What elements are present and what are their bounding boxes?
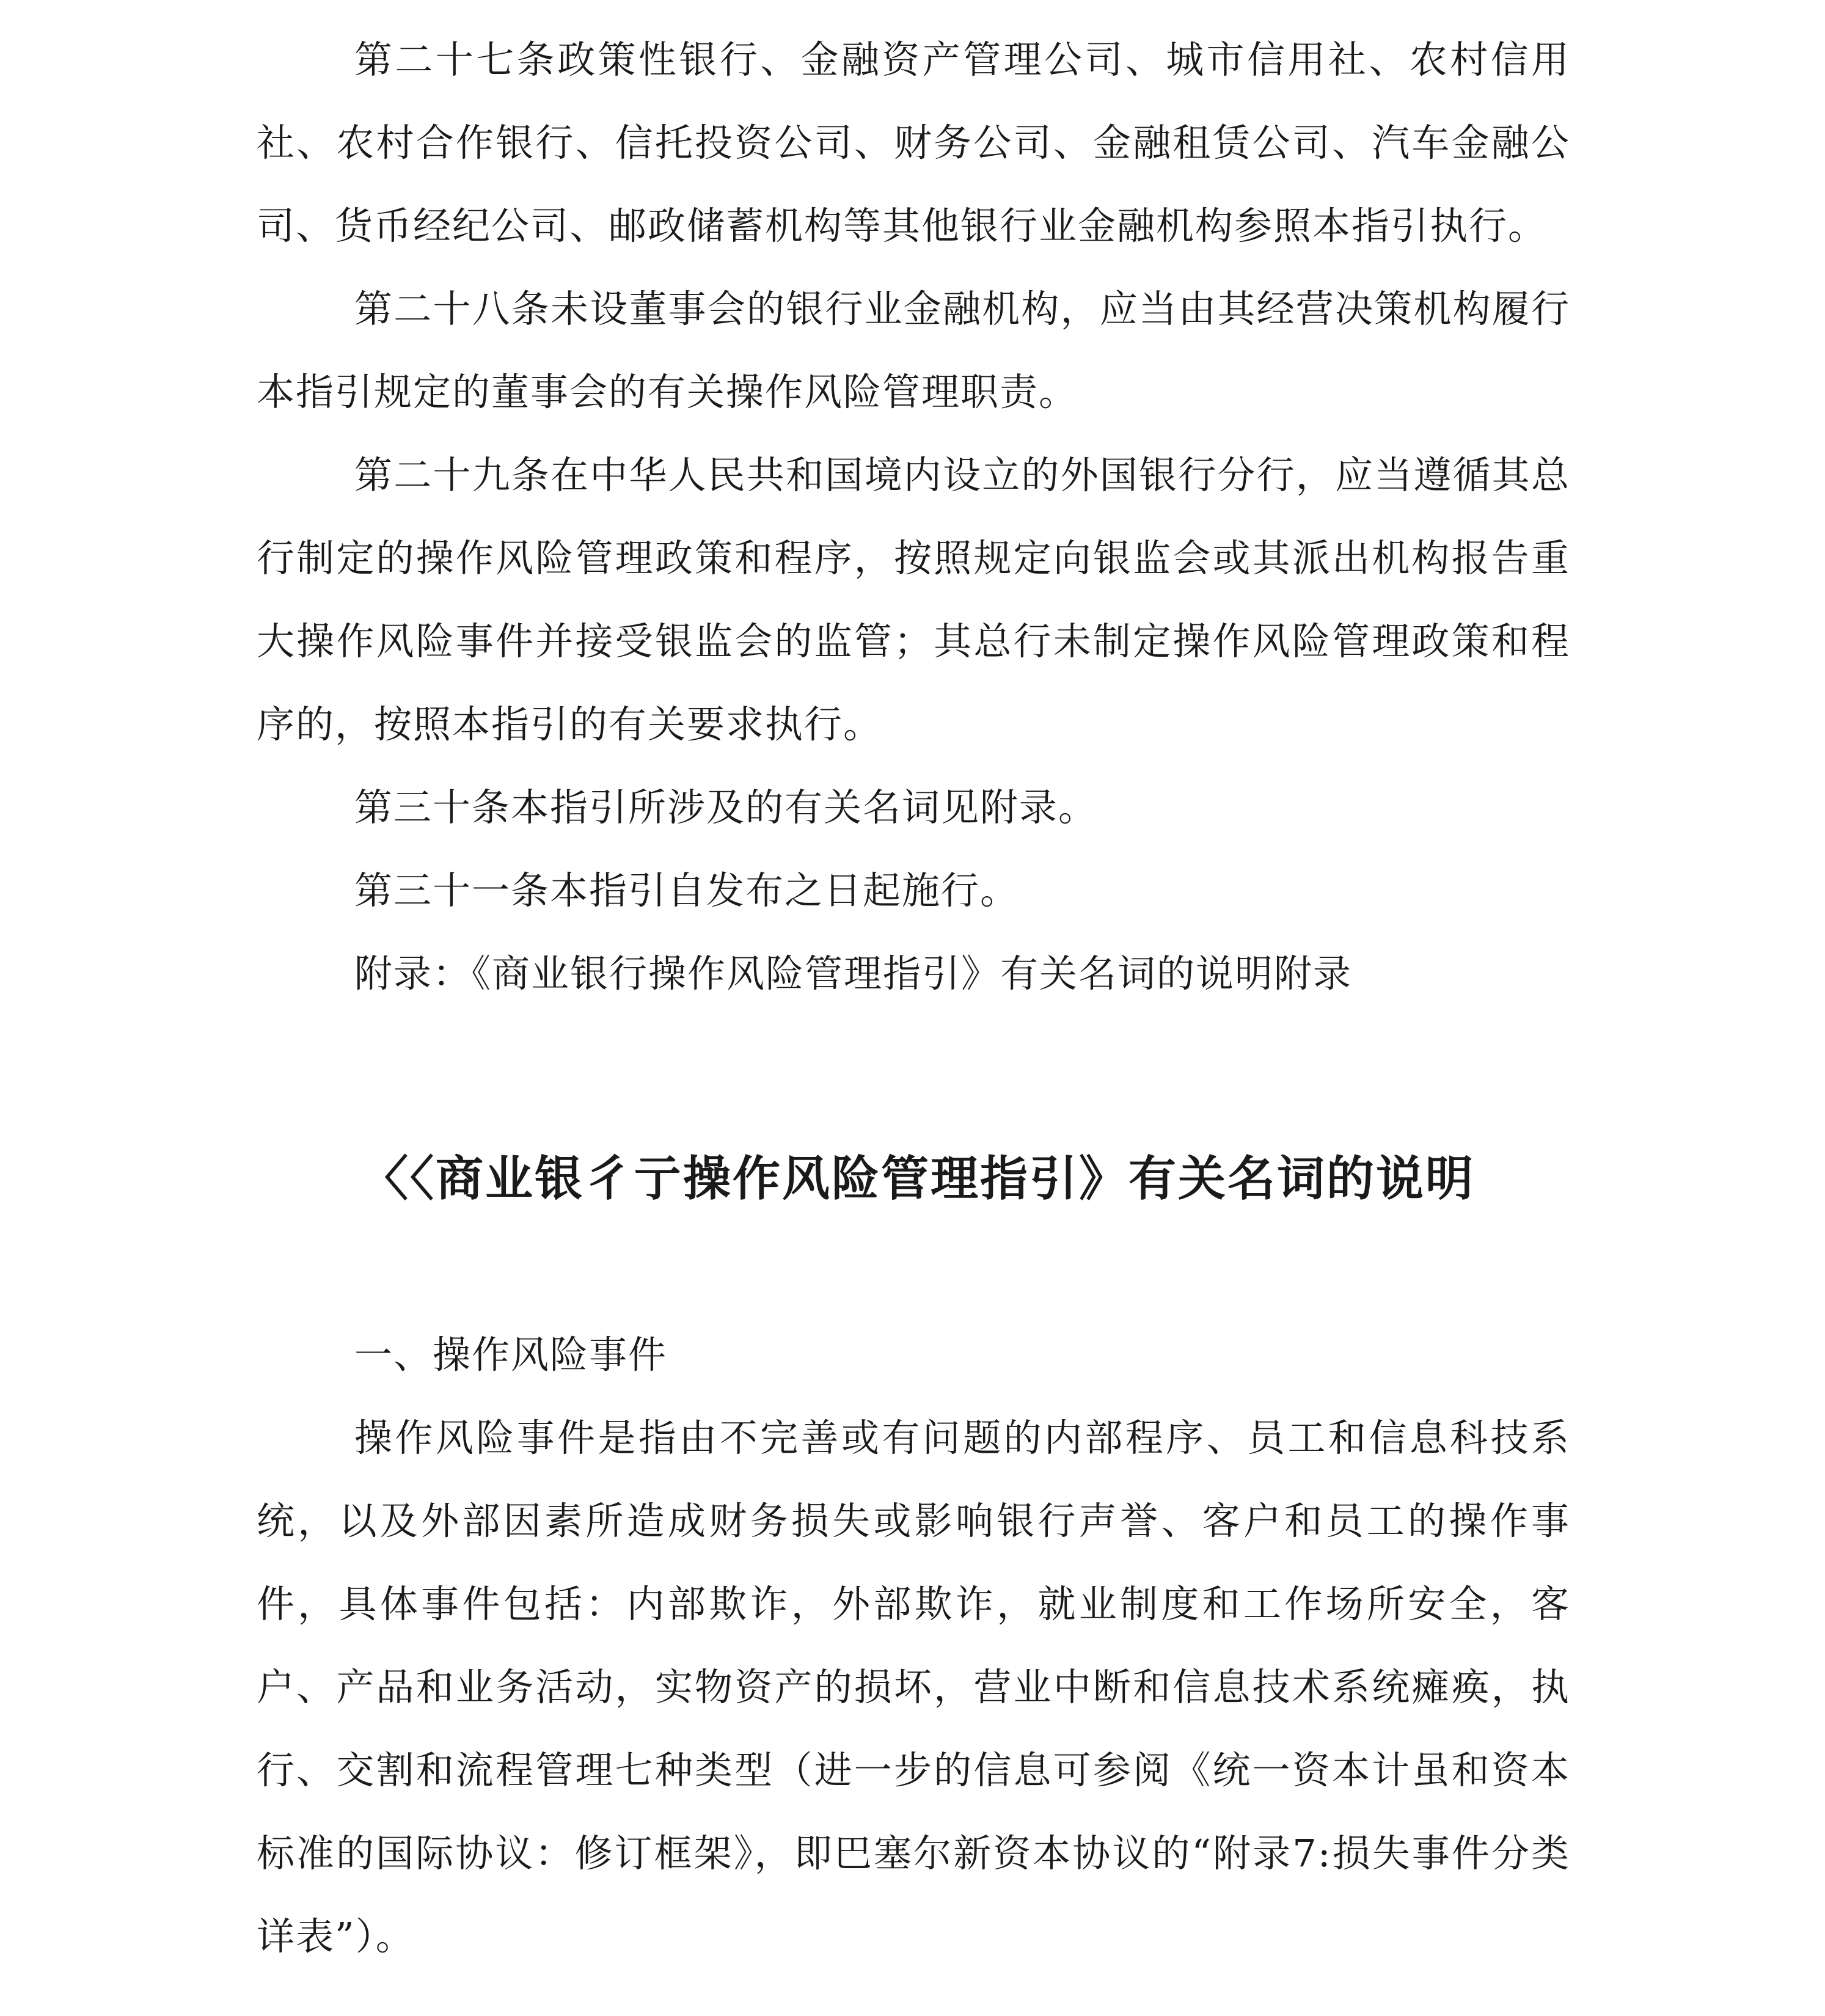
appendix-block — [257, 1313, 1570, 1978]
section-1-body: 操作风险事件是指由不完善或有问题的内部程序、员工和信息科技系统，以及外部因素所造成财务损失或影响银行声誉、客户和员工的操作事件，具体事件包括：内部欺诈，外部欺诈，就业制度和工作场所安全，客户、产品和业务活动，实物资产的损坏，营业中断和信息技术系统瘫痪，执行、交割和流程管理七种类型（进一步的信息可参阅《统一资本计虽和资本标准的国际协议：修订框架》，即巴塞尔新资本协议的“附录7:损失事件分类详表”）。 — [257, 1415, 1570, 1959]
articles-block — [257, 18, 1570, 1015]
article-28: 第二十八条未设董事会的银行业金融机构，应当由其经营决策机构履行本指引规定的董事会的有关操作风险管理职责。 — [257, 287, 1570, 414]
article-30: 第三十条本指引所涉及的有关名词见附录。 — [354, 785, 1098, 830]
article-27: 第二十七条政策性银行、金融资产管理公司、城市信用社、农村信用社、农村合作银行、信托投资公司、财务公司、金融租赁公司、汽车金融公司、货币经纪公司、邮政储蓄机构等其他银行业金融机构参照本指引执行。 — [257, 37, 1570, 248]
appendix-title: 〈〈商业银彳亍操作风险管理指引》有关名词的说明 — [360, 1151, 1476, 1207]
appendix-note: 附录：《商业银行操作风险管理指引》有关名词的说明附录 — [354, 951, 1353, 996]
article-29: 第二十九条在中华人民共和国境内设立的外国银行分行，应当遵循其总行制定的操作风险管理政策和程序，按照规定向银监会或其派出机构报告重大操作风险事件并接受银监会的监管；其总行未制定操作风险管理政策和程序的，按照本指引的有关要求执行。 — [257, 453, 1570, 747]
section-1-heading: 一、操作风险事件 — [354, 1332, 668, 1377]
article-31: 第三十一条本指引自发布之日起施行。 — [354, 868, 1020, 913]
